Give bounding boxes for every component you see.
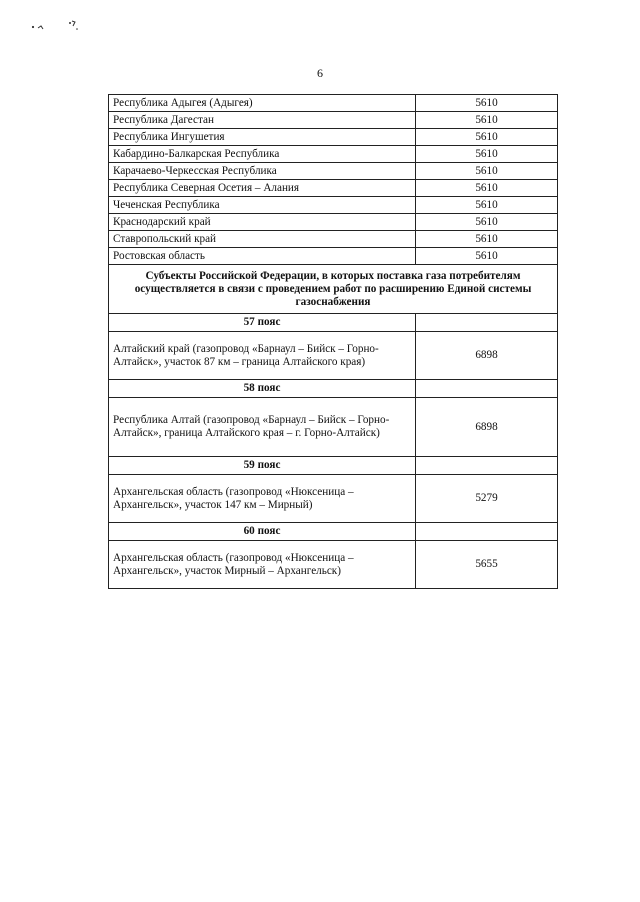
region-name: Алтайский край (газопровод «Барнаул – Бийск – Горно-Алтайск», участок 87 км – граница Алтайского края) — [109, 332, 416, 380]
page-number: 6 — [317, 66, 323, 80]
tariff-table — [108, 94, 558, 589]
table-row — [109, 95, 558, 112]
region-value: 5610 — [416, 214, 558, 231]
table-row — [109, 112, 558, 129]
region-name: Республика Дагестан — [109, 112, 416, 129]
table-row — [109, 146, 558, 163]
table-row — [109, 332, 558, 380]
region-value: 5610 — [416, 197, 558, 214]
table-row — [109, 180, 558, 197]
zone-empty-cell — [416, 523, 558, 541]
zone-label: 57 пояс — [109, 314, 416, 332]
zone-label: 59 пояс — [109, 457, 416, 475]
zone-row — [109, 314, 558, 332]
zone-row — [109, 523, 558, 541]
region-name: Краснодарский край — [109, 214, 416, 231]
zone-empty-cell — [416, 457, 558, 475]
zone-label: 58 пояс — [109, 380, 416, 398]
region-value: 5610 — [416, 231, 558, 248]
region-name: Кабардино-Балкарская Республика — [109, 146, 416, 163]
zone-empty-cell — [416, 314, 558, 332]
region-name: Чеченская Республика — [109, 197, 416, 214]
table-row — [109, 197, 558, 214]
table-row — [109, 248, 558, 265]
region-value: 6898 — [416, 332, 558, 380]
region-name: Республика Адыгея (Адыгея) — [109, 95, 416, 112]
region-value: 5655 — [416, 541, 558, 589]
table-row — [109, 541, 558, 589]
section-heading: Субъекты Российской Федерации, в которых поставка газа потребителям осуществляется в связи с проведением работ по расширению Единой системы газоснабжения — [109, 265, 558, 314]
region-name: Карачаево-Черкесская Республика — [109, 163, 416, 180]
zone-row — [109, 457, 558, 475]
zone-row — [109, 380, 558, 398]
region-value: 5610 — [416, 163, 558, 180]
region-value: 5610 — [416, 248, 558, 265]
region-name: Республика Северная Осетия – Алания — [109, 180, 416, 197]
region-name: Ставропольский край — [109, 231, 416, 248]
table-row — [109, 214, 558, 231]
region-value: 6898 — [416, 398, 558, 457]
region-name: Республика Ингушетия — [109, 129, 416, 146]
region-name: Архангельская область (газопровод «Нюксеница – Архангельск», участок Мирный – Архангельск) — [109, 541, 416, 589]
table-row — [109, 231, 558, 248]
zone-label: 60 пояс — [109, 523, 416, 541]
scan-artifact-icon — [30, 18, 80, 32]
region-value: 5610 — [416, 146, 558, 163]
section-heading-row — [109, 265, 558, 314]
zone-empty-cell — [416, 380, 558, 398]
region-value: 5610 — [416, 129, 558, 146]
table-row — [109, 129, 558, 146]
table-row — [109, 398, 558, 457]
region-name: Архангельская область (газопровод «Нюксеница – Архангельск», участок 147 км – Мирный) — [109, 475, 416, 523]
region-value: 5610 — [416, 112, 558, 129]
region-value: 5610 — [416, 95, 558, 112]
region-value: 5279 — [416, 475, 558, 523]
region-value: 5610 — [416, 180, 558, 197]
region-name: Ростовская область — [109, 248, 416, 265]
region-name: Республика Алтай (газопровод «Барнаул – Бийск – Горно-Алтайск», граница Алтайского края – г. Горно-Алтайск) — [109, 398, 416, 457]
table-row — [109, 475, 558, 523]
table-row — [109, 163, 558, 180]
